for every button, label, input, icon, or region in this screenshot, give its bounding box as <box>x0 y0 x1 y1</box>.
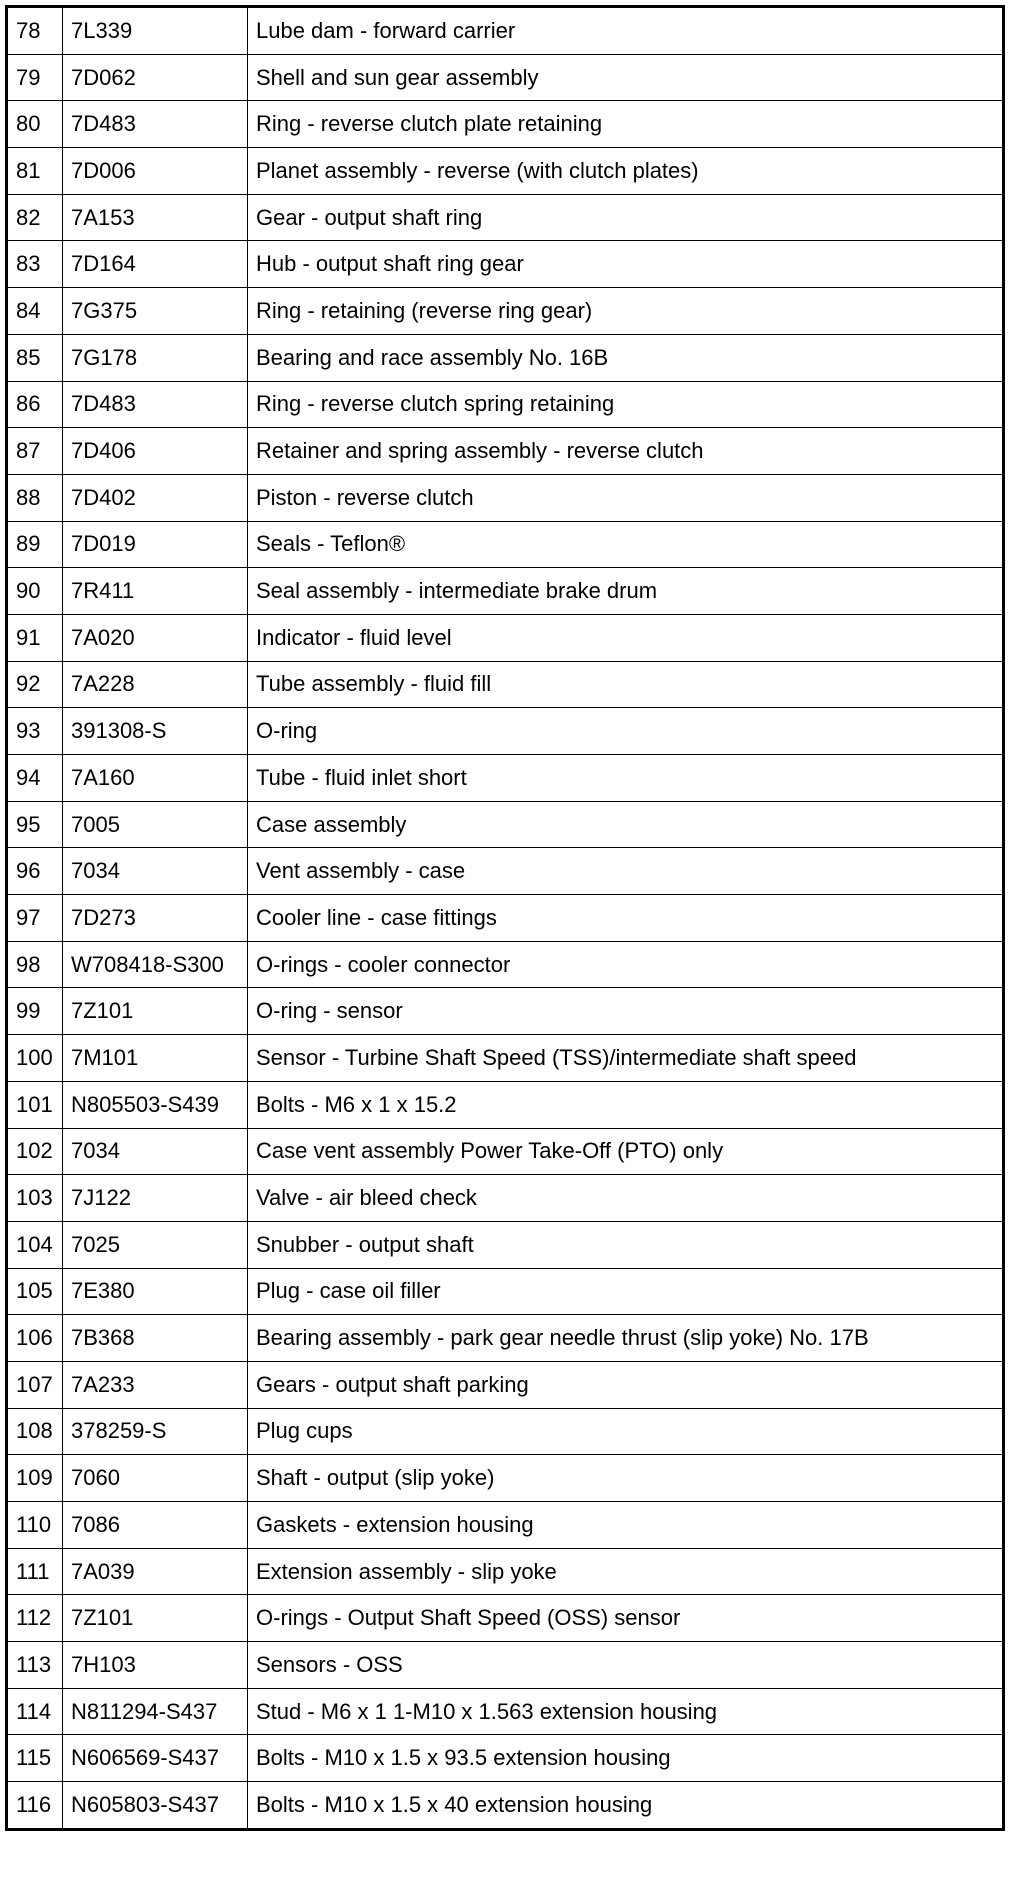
item-number-cell: 114 <box>7 1688 63 1735</box>
description-cell: O-ring <box>248 708 1004 755</box>
part-number-cell: 7A039 <box>63 1548 248 1595</box>
description-cell: Seals - Teflon® <box>248 521 1004 568</box>
description-cell: Bearing assembly - park gear needle thrust (slip yoke) No. 17B <box>248 1315 1004 1362</box>
table-row <box>7 194 1004 241</box>
item-number-cell: 112 <box>7 1595 63 1642</box>
item-number-cell: 81 <box>7 148 63 195</box>
table-row <box>7 1642 1004 1689</box>
description-cell: Sensors - OSS <box>248 1642 1004 1689</box>
table-row <box>7 1408 1004 1455</box>
table-row <box>7 1221 1004 1268</box>
item-number-cell: 99 <box>7 988 63 1035</box>
description-cell: Tube - fluid inlet short <box>248 755 1004 802</box>
item-number-cell: 113 <box>7 1642 63 1689</box>
item-number-cell: 110 <box>7 1502 63 1549</box>
description-cell: Planet assembly - reverse (with clutch plates) <box>248 148 1004 195</box>
part-number-cell: 7D019 <box>63 521 248 568</box>
part-number-cell: N605803-S437 <box>63 1782 248 1830</box>
description-cell: Tube assembly - fluid fill <box>248 661 1004 708</box>
item-number-cell: 101 <box>7 1081 63 1128</box>
item-number-cell: 103 <box>7 1175 63 1222</box>
description-cell: Shaft - output (slip yoke) <box>248 1455 1004 1502</box>
item-number-cell: 92 <box>7 661 63 708</box>
table-row <box>7 895 1004 942</box>
part-number-cell: 7034 <box>63 848 248 895</box>
table-row <box>7 801 1004 848</box>
table-row <box>7 708 1004 755</box>
table-row <box>7 288 1004 335</box>
part-number-cell: N606569-S437 <box>63 1735 248 1782</box>
part-number-cell: 7D406 <box>63 428 248 475</box>
item-number-cell: 78 <box>7 7 63 55</box>
part-number-cell: 7D273 <box>63 895 248 942</box>
table-row <box>7 614 1004 661</box>
part-number-cell: 7R411 <box>63 568 248 615</box>
description-cell: Case assembly <box>248 801 1004 848</box>
item-number-cell: 95 <box>7 801 63 848</box>
description-cell: Sensor - Turbine Shaft Speed (TSS)/intermediate shaft speed <box>248 1035 1004 1082</box>
description-cell: Gears - output shaft parking <box>248 1361 1004 1408</box>
description-cell: Bolts - M10 x 1.5 x 40 extension housing <box>248 1782 1004 1830</box>
part-number-cell: 7A233 <box>63 1361 248 1408</box>
description-cell: Piston - reverse clutch <box>248 474 1004 521</box>
item-number-cell: 115 <box>7 1735 63 1782</box>
item-number-cell: 97 <box>7 895 63 942</box>
part-number-cell: 7A228 <box>63 661 248 708</box>
item-number-cell: 96 <box>7 848 63 895</box>
description-cell: Bolts - M10 x 1.5 x 93.5 extension housing <box>248 1735 1004 1782</box>
item-number-cell: 100 <box>7 1035 63 1082</box>
table-row <box>7 755 1004 802</box>
part-number-cell: 7034 <box>63 1128 248 1175</box>
parts-table-body <box>7 7 1004 1830</box>
description-cell: Extension assembly - slip yoke <box>248 1548 1004 1595</box>
item-number-cell: 87 <box>7 428 63 475</box>
part-number-cell: 7D402 <box>63 474 248 521</box>
item-number-cell: 82 <box>7 194 63 241</box>
table-row <box>7 848 1004 895</box>
part-number-cell: 7086 <box>63 1502 248 1549</box>
part-number-cell: 7H103 <box>63 1642 248 1689</box>
parts-table <box>5 5 1005 1831</box>
part-number-cell: W708418-S300 <box>63 941 248 988</box>
description-cell: Cooler line - case fittings <box>248 895 1004 942</box>
table-row <box>7 661 1004 708</box>
item-number-cell: 83 <box>7 241 63 288</box>
table-row <box>7 241 1004 288</box>
description-cell: Plug - case oil filler <box>248 1268 1004 1315</box>
description-cell: Stud - M6 x 1 1-M10 x 1.563 extension housing <box>248 1688 1004 1735</box>
part-number-cell: 7D062 <box>63 54 248 101</box>
part-number-cell: 7Z101 <box>63 988 248 1035</box>
table-row <box>7 1268 1004 1315</box>
part-number-cell: 391308-S <box>63 708 248 755</box>
table-row <box>7 428 1004 475</box>
description-cell: Indicator - fluid level <box>248 614 1004 661</box>
description-cell: Gear - output shaft ring <box>248 194 1004 241</box>
table-row <box>7 1128 1004 1175</box>
description-cell: Bearing and race assembly No. 16B <box>248 334 1004 381</box>
item-number-cell: 91 <box>7 614 63 661</box>
description-cell: O-ring - sensor <box>248 988 1004 1035</box>
description-cell: Ring - reverse clutch spring retaining <box>248 381 1004 428</box>
item-number-cell: 88 <box>7 474 63 521</box>
item-number-cell: 84 <box>7 288 63 335</box>
part-number-cell: 378259-S <box>63 1408 248 1455</box>
description-cell: Bolts - M6 x 1 x 15.2 <box>248 1081 1004 1128</box>
table-row <box>7 148 1004 195</box>
table-row <box>7 568 1004 615</box>
table-row <box>7 381 1004 428</box>
table-row <box>7 334 1004 381</box>
item-number-cell: 102 <box>7 1128 63 1175</box>
item-number-cell: 93 <box>7 708 63 755</box>
description-cell: Snubber - output shaft <box>248 1221 1004 1268</box>
part-number-cell: 7D483 <box>63 381 248 428</box>
part-number-cell: 7J122 <box>63 1175 248 1222</box>
description-cell: O-rings - Output Shaft Speed (OSS) sensor <box>248 1595 1004 1642</box>
item-number-cell: 116 <box>7 1782 63 1830</box>
table-row <box>7 988 1004 1035</box>
part-number-cell: 7L339 <box>63 7 248 55</box>
description-cell: Valve - air bleed check <box>248 1175 1004 1222</box>
table-row <box>7 1081 1004 1128</box>
description-cell: Ring - reverse clutch plate retaining <box>248 101 1004 148</box>
table-row <box>7 101 1004 148</box>
table-row <box>7 1735 1004 1782</box>
description-cell: O-rings - cooler connector <box>248 941 1004 988</box>
description-cell: Case vent assembly Power Take-Off (PTO) only <box>248 1128 1004 1175</box>
item-number-cell: 90 <box>7 568 63 615</box>
part-number-cell: 7G375 <box>63 288 248 335</box>
table-row <box>7 1548 1004 1595</box>
item-number-cell: 89 <box>7 521 63 568</box>
description-cell: Retainer and spring assembly - reverse clutch <box>248 428 1004 475</box>
table-row <box>7 1035 1004 1082</box>
item-number-cell: 86 <box>7 381 63 428</box>
part-number-cell: 7A153 <box>63 194 248 241</box>
table-row <box>7 1502 1004 1549</box>
description-cell: Hub - output shaft ring gear <box>248 241 1004 288</box>
description-cell: Gaskets - extension housing <box>248 1502 1004 1549</box>
table-row <box>7 1175 1004 1222</box>
item-number-cell: 111 <box>7 1548 63 1595</box>
table-row <box>7 54 1004 101</box>
item-number-cell: 104 <box>7 1221 63 1268</box>
table-row <box>7 1782 1004 1830</box>
description-cell: Vent assembly - case <box>248 848 1004 895</box>
description-cell: Seal assembly - intermediate brake drum <box>248 568 1004 615</box>
item-number-cell: 108 <box>7 1408 63 1455</box>
part-number-cell: N811294-S437 <box>63 1688 248 1735</box>
table-row <box>7 1455 1004 1502</box>
item-number-cell: 107 <box>7 1361 63 1408</box>
part-number-cell: 7E380 <box>63 1268 248 1315</box>
table-row <box>7 1315 1004 1362</box>
description-cell: Plug cups <box>248 1408 1004 1455</box>
table-row <box>7 7 1004 55</box>
part-number-cell: N805503-S439 <box>63 1081 248 1128</box>
part-number-cell: 7A160 <box>63 755 248 802</box>
part-number-cell: 7M101 <box>63 1035 248 1082</box>
part-number-cell: 7B368 <box>63 1315 248 1362</box>
part-number-cell: 7025 <box>63 1221 248 1268</box>
table-row <box>7 941 1004 988</box>
table-row <box>7 521 1004 568</box>
part-number-cell: 7005 <box>63 801 248 848</box>
part-number-cell: 7Z101 <box>63 1595 248 1642</box>
part-number-cell: 7D483 <box>63 101 248 148</box>
part-number-cell: 7D164 <box>63 241 248 288</box>
item-number-cell: 109 <box>7 1455 63 1502</box>
item-number-cell: 80 <box>7 101 63 148</box>
table-row <box>7 1361 1004 1408</box>
part-number-cell: 7060 <box>63 1455 248 1502</box>
table-row <box>7 1595 1004 1642</box>
part-number-cell: 7A020 <box>63 614 248 661</box>
description-cell: Lube dam - forward carrier <box>248 7 1004 55</box>
item-number-cell: 105 <box>7 1268 63 1315</box>
part-number-cell: 7G178 <box>63 334 248 381</box>
item-number-cell: 85 <box>7 334 63 381</box>
description-cell: Ring - retaining (reverse ring gear) <box>248 288 1004 335</box>
item-number-cell: 79 <box>7 54 63 101</box>
table-row <box>7 1688 1004 1735</box>
item-number-cell: 106 <box>7 1315 63 1362</box>
item-number-cell: 94 <box>7 755 63 802</box>
table-row <box>7 474 1004 521</box>
item-number-cell: 98 <box>7 941 63 988</box>
part-number-cell: 7D006 <box>63 148 248 195</box>
description-cell: Shell and sun gear assembly <box>248 54 1004 101</box>
